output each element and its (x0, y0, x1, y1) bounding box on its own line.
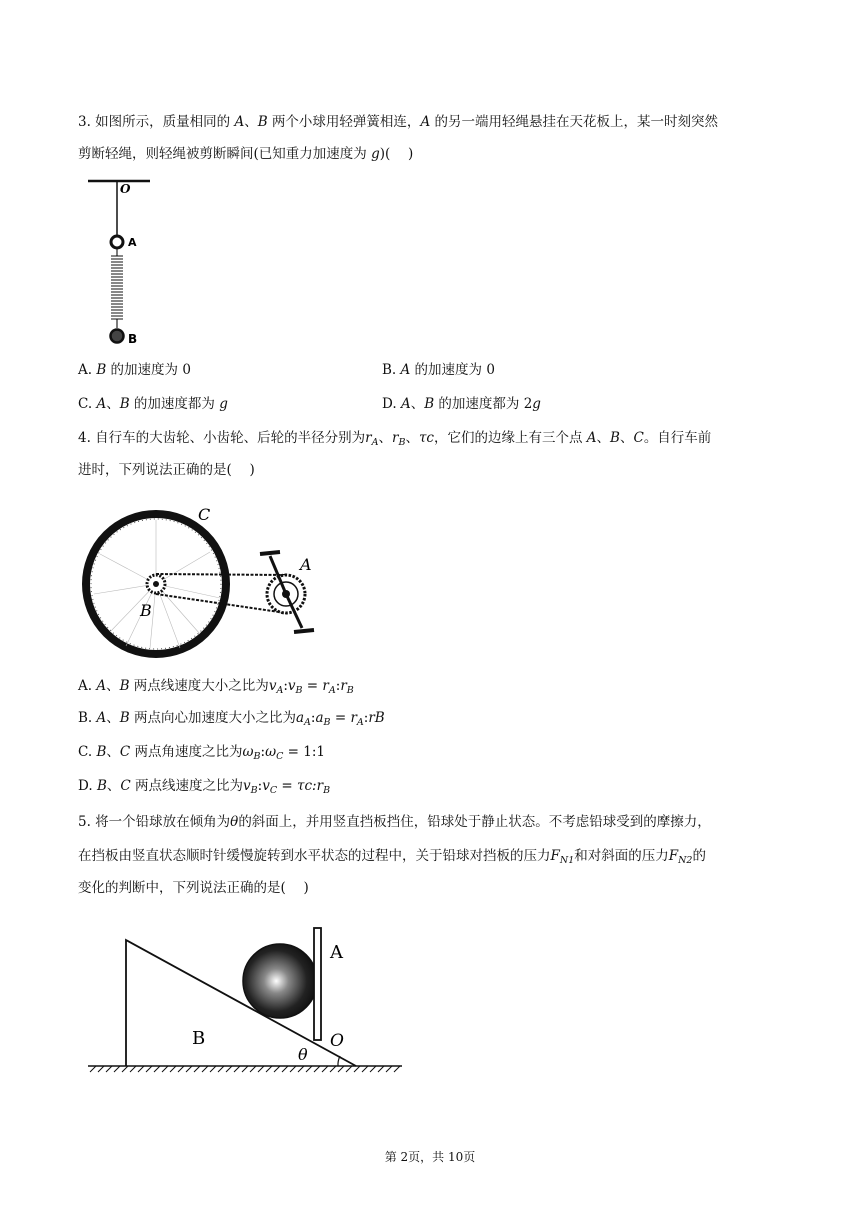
q3-option-d: D. A、B 的加速度都为 2g (382, 396, 541, 412)
fig-label-b: B (128, 332, 138, 346)
ball-a (111, 236, 123, 248)
chain-top (156, 574, 286, 575)
angle-arc (338, 1056, 340, 1066)
fig-label-o: O (120, 182, 131, 196)
q3-line-1: 3. 如图所示，质量相同的 A、B 两个小球用轻弹簧相连，A 的另一端用轻绳悬挂在天花板上，某一时刻突然 (78, 114, 718, 130)
fig-label-a: A (128, 236, 137, 249)
q4-option-b: B. A、B 两点向心加速度大小之比为$a_A:a_B$ = $r_A:rB$ (78, 710, 385, 728)
ball-b (111, 330, 124, 343)
ground-hatch (90, 1066, 400, 1072)
q4-option-c: C. B、C 两点角速度之比为$\omega_B:\omega_C$ = 1:1 (78, 744, 325, 762)
baffle-board (314, 928, 321, 1040)
q4-option-d: D. B、C 两点线速度之比为$v_B:v_C$ = $\tau c:r_B$ (78, 778, 331, 796)
q4-option-a: A. A、B 两点线速度大小之比为$v_A:v_B$ = $r_A:r_B$ (78, 678, 354, 696)
page-footer: 第 2页，共 10页 (384, 1150, 476, 1164)
fig-label-o: O (330, 1031, 344, 1051)
pedal-1 (260, 552, 280, 554)
spring-figure (84, 176, 164, 348)
spring (111, 248, 123, 328)
fig-label-b: B (140, 601, 152, 620)
lead-ball (243, 944, 317, 1018)
fig-label-b: B (192, 1028, 206, 1049)
fig-label-c: C (198, 505, 211, 524)
q3-line-2: 剪断轻绳，则轻绳被剪断瞬间(已知重力加速度为 g)( ) (78, 146, 414, 162)
incline-figure (84, 920, 408, 1080)
q3-option-b: B. A 的加速度为 0 (382, 362, 495, 378)
q3-option-a: A. B 的加速度为 0 (78, 362, 191, 378)
fig-label-theta: θ (298, 1045, 308, 1064)
q5-line-1: 5. 将一个铅球放在倾角为θ的斜面上，并用竖直挡板挡住，铅球处于静止状态。不考虑铅球受到的摩擦力， (78, 814, 711, 830)
q3-option-c: C. A、B 的加速度都为 g (78, 396, 228, 412)
pedal-2 (294, 630, 314, 632)
q4-line-1: 4. 自行车的大齿轮、小齿轮、后轮的半径分别为$r_A$、$r_B$、τc，它们的边缘上有三个点 A、B、C。自行车前 (78, 430, 712, 448)
fig-label-a: A (300, 555, 312, 574)
q4-line-2: 进时，下列说法正确的是( ) (78, 462, 255, 478)
fig-label-a: A (330, 942, 343, 963)
q5-line-2: 在挡板由竖直状态顺时针缓慢旋转到水平状态的过程中，关于铅球对挡板的压力$F_{N1}$和对斜面的压力$F_{N2}$的 (78, 848, 706, 866)
q5-line-3: 变化的判断中，下列说法正确的是( ) (78, 880, 309, 896)
bicycle-gear-figure (80, 498, 330, 662)
